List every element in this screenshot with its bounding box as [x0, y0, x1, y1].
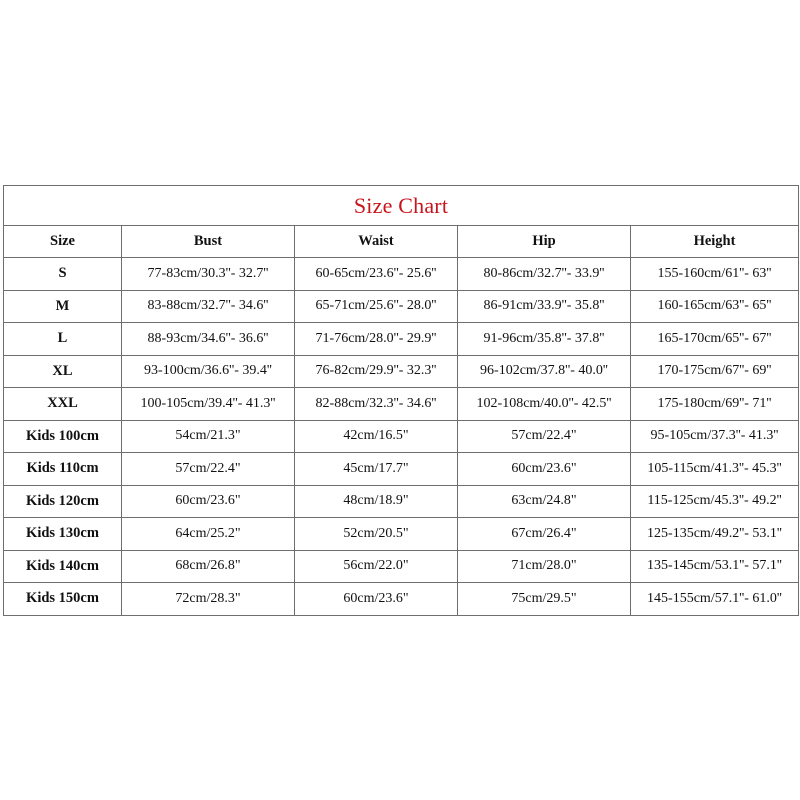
height-cell: 125-135cm/49.2''- 53.1''	[631, 518, 799, 551]
waist-cell: 60-65cm/23.6''- 25.6''	[295, 258, 458, 291]
hip-cell: 80-86cm/32.7''- 33.9''	[458, 258, 631, 291]
hip-cell: 102-108cm/40.0''- 42.5''	[458, 388, 631, 421]
title-row	[4, 186, 799, 226]
column-header-height: Height	[631, 226, 799, 258]
hip-cell: 67cm/26.4"	[458, 518, 631, 551]
bust-cell: 93-100cm/36.6''- 39.4''	[122, 355, 295, 388]
bust-cell: 77-83cm/30.3''- 32.7''	[122, 258, 295, 291]
waist-cell: 52cm/20.5"	[295, 518, 458, 551]
size-chart-table	[3, 185, 799, 616]
bust-cell: 64cm/25.2"	[122, 518, 295, 551]
height-cell: 170-175cm/67''- 69''	[631, 355, 799, 388]
size-cell: Kids 150cm	[4, 583, 122, 616]
hip-cell: 91-96cm/35.8''- 37.8''	[458, 323, 631, 356]
table-row	[4, 258, 799, 291]
size-cell: L	[4, 323, 122, 356]
size-cell: Kids 130cm	[4, 518, 122, 551]
hip-cell: 96-102cm/37.8''- 40.0''	[458, 355, 631, 388]
height-cell: 160-165cm/63''- 65''	[631, 290, 799, 323]
waist-cell: 45cm/17.7"	[295, 453, 458, 486]
hip-cell: 86-91cm/33.9''- 35.8''	[458, 290, 631, 323]
bust-cell: 100-105cm/39.4''- 41.3''	[122, 388, 295, 421]
header-row	[4, 226, 799, 258]
column-header-size: Size	[4, 226, 122, 258]
waist-cell: 65-71cm/25.6''- 28.0''	[295, 290, 458, 323]
height-cell: 105-115cm/41.3''- 45.3''	[631, 453, 799, 486]
height-cell: 135-145cm/53.1''- 57.1''	[631, 550, 799, 583]
size-cell: Kids 120cm	[4, 485, 122, 518]
chart-title: Size Chart	[4, 186, 799, 226]
hip-cell: 75cm/29.5"	[458, 583, 631, 616]
size-cell: Kids 100cm	[4, 420, 122, 453]
bust-cell: 54cm/21.3"	[122, 420, 295, 453]
bust-cell: 60cm/23.6"	[122, 485, 295, 518]
size-cell: S	[4, 258, 122, 291]
height-cell: 175-180cm/69''- 71''	[631, 388, 799, 421]
height-cell: 145-155cm/57.1''- 61.0''	[631, 583, 799, 616]
bust-cell: 57cm/22.4"	[122, 453, 295, 486]
size-cell: M	[4, 290, 122, 323]
size-cell: XL	[4, 355, 122, 388]
bust-cell: 72cm/28.3"	[122, 583, 295, 616]
waist-cell: 82-88cm/32.3''- 34.6''	[295, 388, 458, 421]
table-row	[4, 388, 799, 421]
height-cell: 155-160cm/61''- 63''	[631, 258, 799, 291]
height-cell: 115-125cm/45.3''- 49.2''	[631, 485, 799, 518]
hip-cell: 57cm/22.4"	[458, 420, 631, 453]
column-header-hip: Hip	[458, 226, 631, 258]
hip-cell: 60cm/23.6"	[458, 453, 631, 486]
waist-cell: 48cm/18.9"	[295, 485, 458, 518]
table-row	[4, 290, 799, 323]
height-cell: 95-105cm/37.3''- 41.3''	[631, 420, 799, 453]
table-row	[4, 323, 799, 356]
waist-cell: 71-76cm/28.0''- 29.9''	[295, 323, 458, 356]
bust-cell: 88-93cm/34.6''- 36.6''	[122, 323, 295, 356]
table-row	[4, 518, 799, 551]
size-cell: Kids 110cm	[4, 453, 122, 486]
table-row	[4, 485, 799, 518]
waist-cell: 76-82cm/29.9''- 32.3''	[295, 355, 458, 388]
waist-cell: 56cm/22.0"	[295, 550, 458, 583]
bust-cell: 68cm/26.8"	[122, 550, 295, 583]
waist-cell: 60cm/23.6"	[295, 583, 458, 616]
column-header-bust: Bust	[122, 226, 295, 258]
bust-cell: 83-88cm/32.7''- 34.6''	[122, 290, 295, 323]
size-cell: XXL	[4, 388, 122, 421]
hip-cell: 63cm/24.8"	[458, 485, 631, 518]
size-cell: Kids 140cm	[4, 550, 122, 583]
table-row	[4, 355, 799, 388]
height-cell: 165-170cm/65''- 67''	[631, 323, 799, 356]
table-row	[4, 420, 799, 453]
table-row	[4, 453, 799, 486]
table-row	[4, 583, 799, 616]
hip-cell: 71cm/28.0"	[458, 550, 631, 583]
table-row	[4, 550, 799, 583]
column-header-waist: Waist	[295, 226, 458, 258]
waist-cell: 42cm/16.5"	[295, 420, 458, 453]
